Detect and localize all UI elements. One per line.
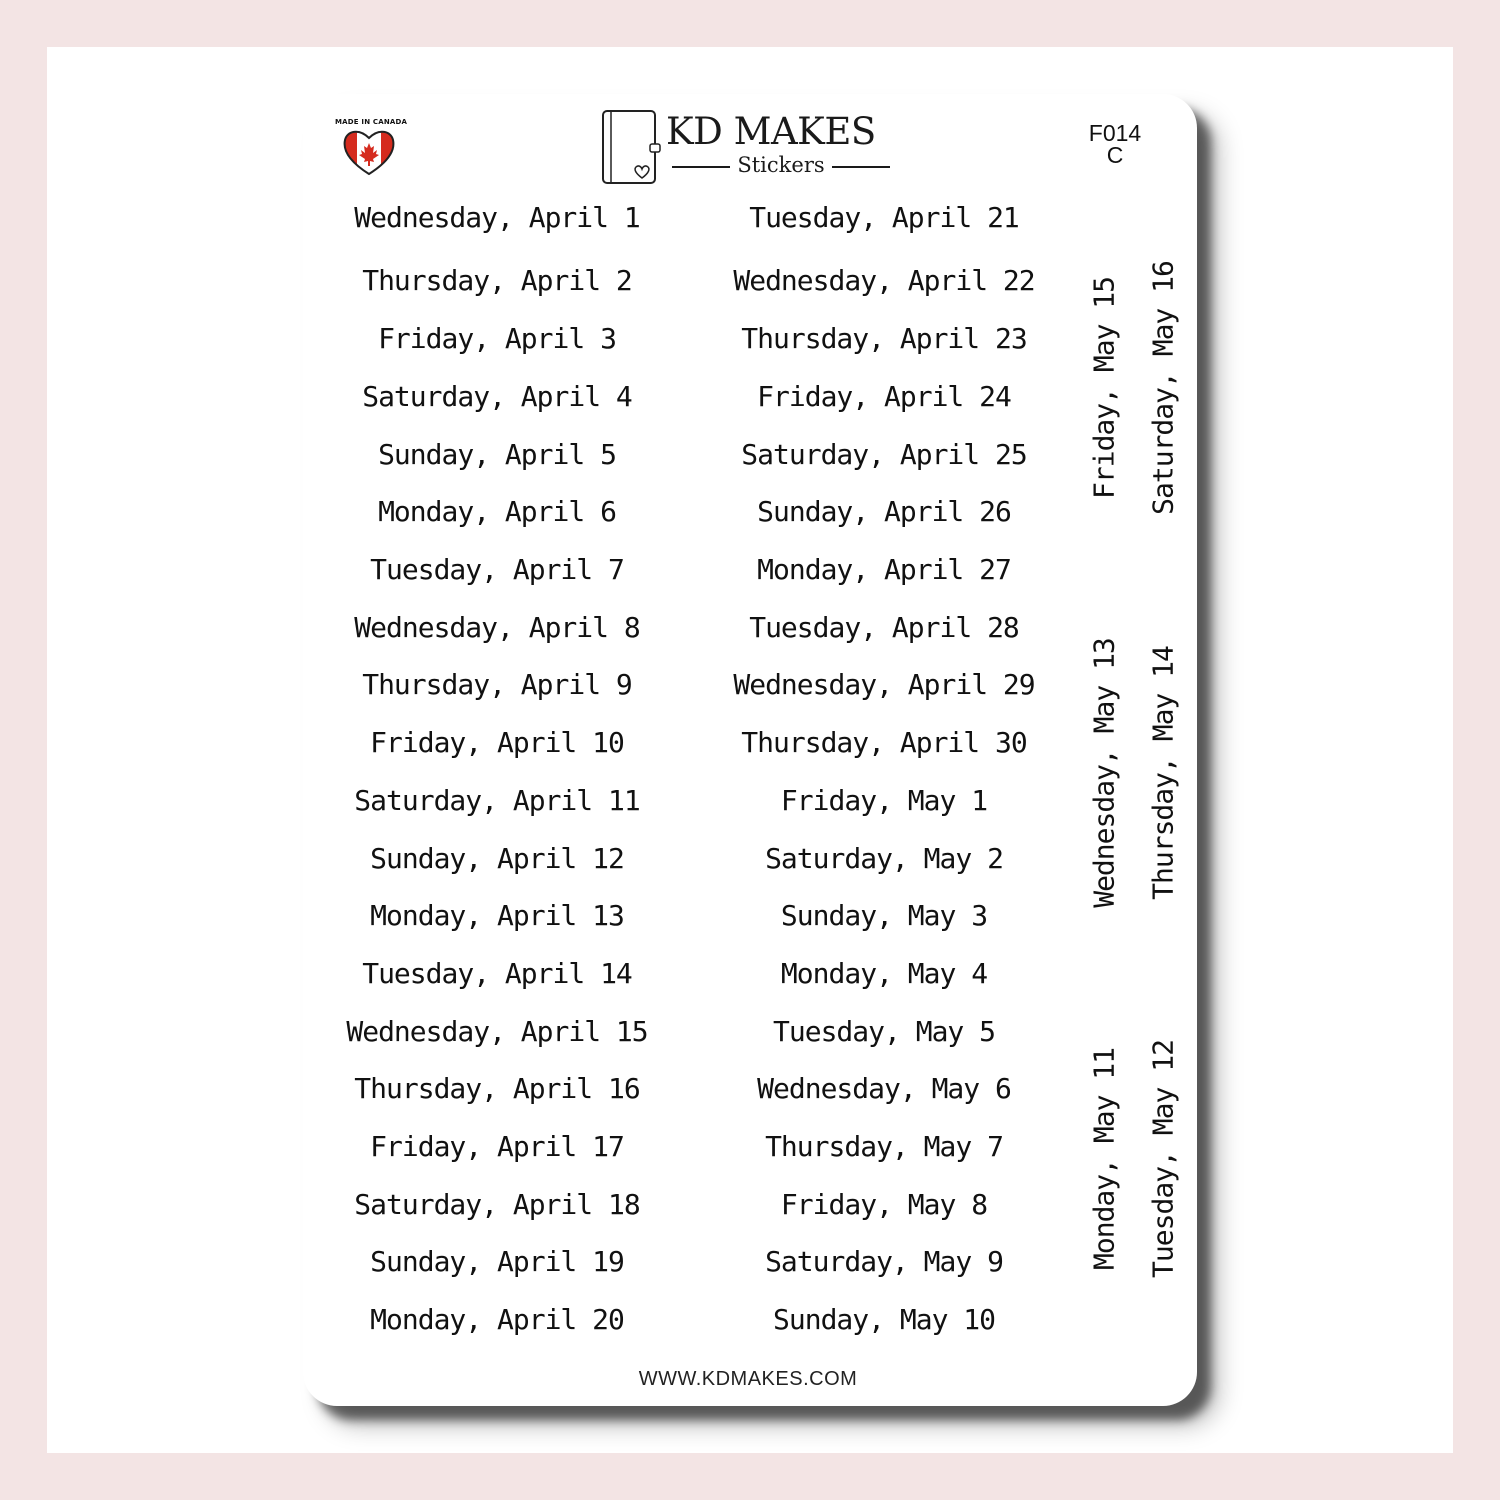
middle-date-label: Thursday, April 30 bbox=[741, 726, 1027, 759]
left-date-label: Tuesday, April 14 bbox=[362, 957, 632, 990]
middle-date-label: Saturday, May 2 bbox=[765, 842, 1003, 875]
left-date-label: Friday, April 10 bbox=[370, 726, 624, 759]
left-date-label: Tuesday, April 7 bbox=[370, 553, 624, 586]
product-code-line2: C bbox=[1106, 142, 1124, 168]
brand-subtitle-group bbox=[672, 153, 890, 181]
badge-text: MADE IN CANADA bbox=[335, 118, 408, 126]
brand-subtitle: Stickers bbox=[737, 153, 825, 177]
left-date-label: Monday, April 13 bbox=[370, 899, 624, 932]
footer-url: WWW.KDMAKES.COM bbox=[638, 1368, 858, 1390]
middle-date-label: Monday, April 27 bbox=[757, 553, 1011, 586]
vertical-date-label: Wednesday, May 13 bbox=[1087, 638, 1121, 908]
left-date-label: Thursday, April 16 bbox=[354, 1072, 640, 1105]
middle-date-label: Sunday, April 26 bbox=[757, 495, 1011, 528]
middle-date-label: Saturday, May 9 bbox=[765, 1245, 1003, 1278]
left-date-label: Friday, April 17 bbox=[370, 1130, 624, 1163]
middle-date-label: Thursday, May 7 bbox=[765, 1130, 1003, 1163]
vertical-date-label: Friday, May 15 bbox=[1087, 276, 1121, 500]
middle-date-label: Friday, May 8 bbox=[780, 1188, 988, 1221]
middle-date-label: Friday, May 1 bbox=[780, 784, 988, 817]
planner-logo-icon bbox=[600, 108, 662, 186]
middle-date-label: Friday, April 24 bbox=[757, 380, 1011, 413]
left-date-label: Sunday, April 19 bbox=[370, 1245, 624, 1278]
left-date-label: Saturday, April 4 bbox=[362, 380, 632, 413]
left-date-label: Sunday, April 12 bbox=[370, 842, 624, 875]
left-date-label: Thursday, April 2 bbox=[362, 264, 632, 297]
middle-date-label: Wednesday, May 6 bbox=[757, 1072, 1011, 1105]
middle-date-label: Thursday, April 23 bbox=[741, 322, 1027, 355]
left-date-label: Saturday, April 11 bbox=[354, 784, 640, 817]
middle-date-label: Wednesday, April 29 bbox=[733, 668, 1035, 701]
middle-date-label: Wednesday, April 22 bbox=[733, 264, 1035, 297]
middle-date-label: Sunday, May 10 bbox=[772, 1303, 996, 1336]
product-code bbox=[1080, 122, 1150, 166]
middle-date-label: Tuesday, April 28 bbox=[749, 611, 1019, 644]
left-date-label: Sunday, April 5 bbox=[378, 438, 616, 471]
vertical-date-label: Monday, May 11 bbox=[1087, 1047, 1121, 1271]
left-date-label: Wednesday, April 1 bbox=[354, 201, 640, 234]
left-date-label: Monday, April 6 bbox=[378, 495, 616, 528]
left-date-label: Thursday, April 9 bbox=[362, 668, 632, 701]
vertical-date-label: Saturday, May 16 bbox=[1146, 261, 1180, 515]
left-date-label: Wednesday, April 8 bbox=[354, 611, 640, 644]
middle-date-label: Monday, May 4 bbox=[780, 957, 988, 990]
product-code-line1: F014 bbox=[1088, 120, 1142, 146]
middle-date-label: Tuesday, May 5 bbox=[772, 1015, 996, 1048]
left-date-label: Wednesday, April 15 bbox=[346, 1015, 648, 1048]
middle-date-label: Saturday, April 25 bbox=[741, 438, 1027, 471]
left-date-label: Monday, April 20 bbox=[370, 1303, 624, 1336]
left-date-label: Saturday, April 18 bbox=[354, 1188, 640, 1221]
left-date-label: Friday, April 3 bbox=[378, 322, 616, 355]
vertical-date-label: Thursday, May 14 bbox=[1146, 646, 1180, 900]
made-in-canada-badge bbox=[335, 118, 408, 180]
canada-heart-icon bbox=[341, 127, 397, 177]
vertical-date-label: Tuesday, May 12 bbox=[1146, 1040, 1180, 1278]
middle-date-label: Tuesday, April 21 bbox=[749, 201, 1019, 234]
brand-name: KD MAKES bbox=[666, 110, 876, 153]
middle-date-label: Sunday, May 3 bbox=[780, 899, 988, 932]
